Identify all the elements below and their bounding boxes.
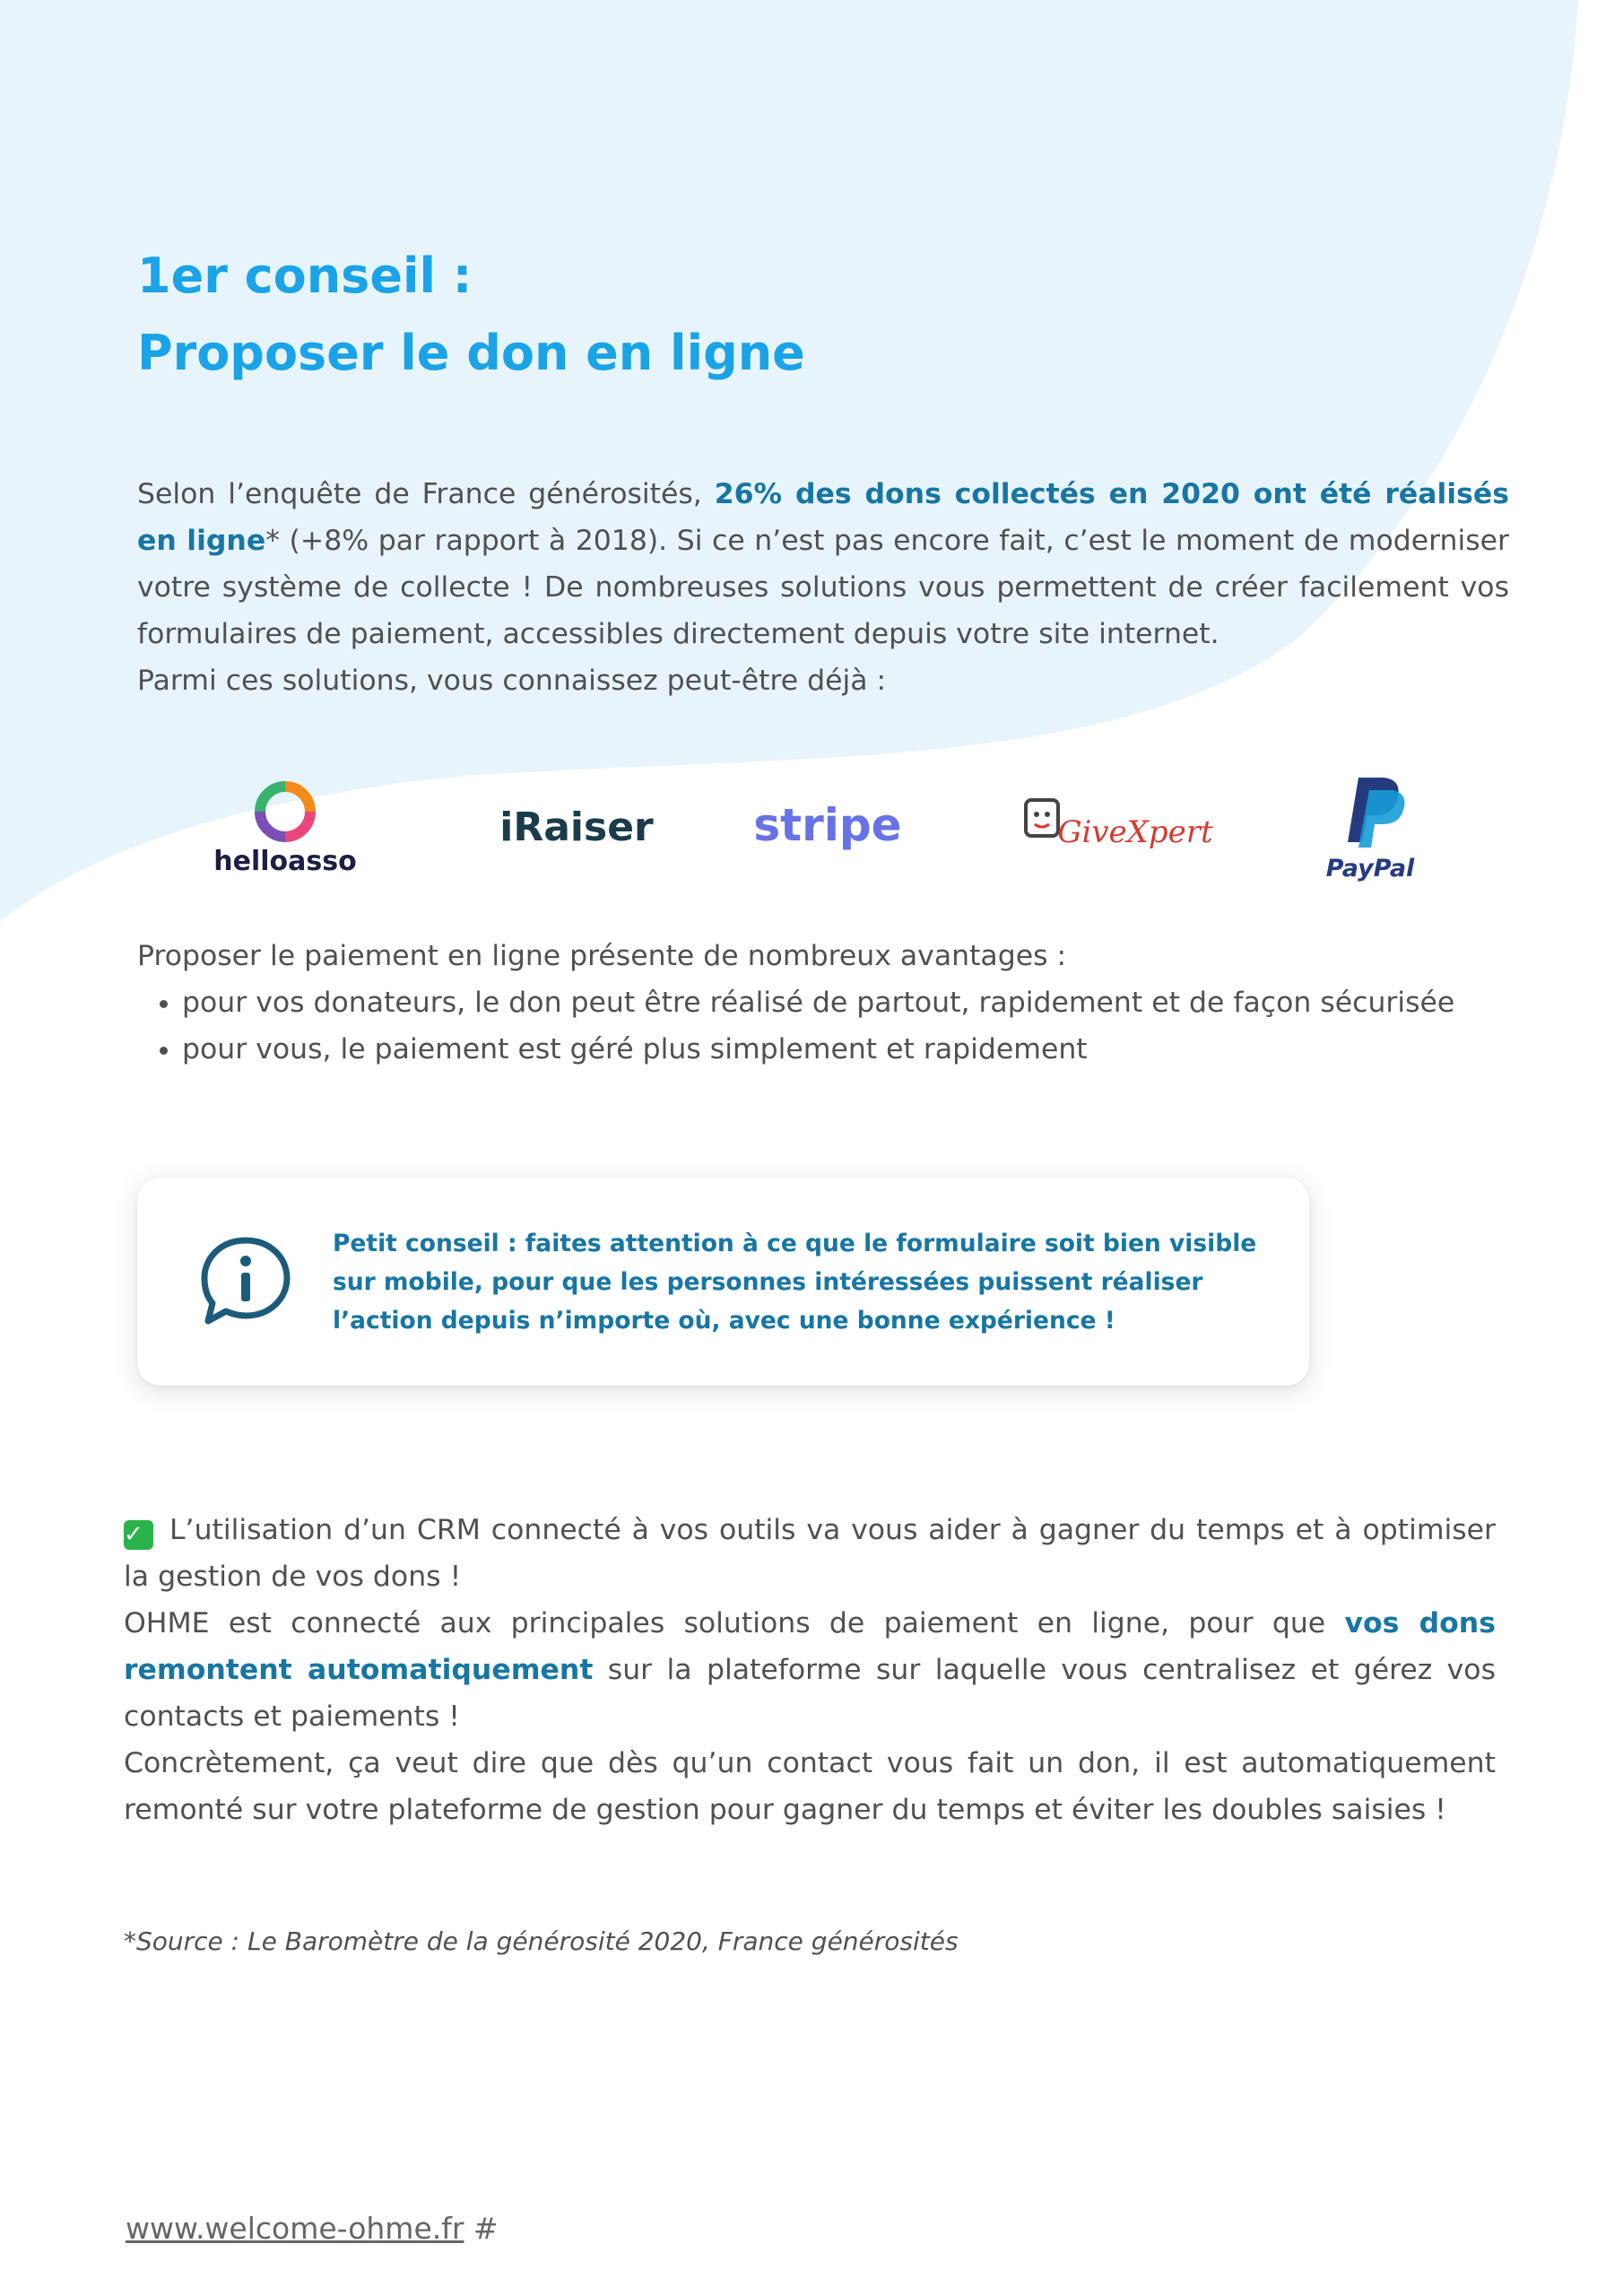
info-chat-icon [195, 1231, 296, 1332]
footer [126, 2208, 499, 2249]
check-mark-icon: ✓ [124, 1520, 153, 1550]
crm-paragraph-1 [124, 1507, 1496, 1600]
iraiser-logo [469, 767, 684, 883]
helloasso-logo [209, 767, 361, 883]
tip-text: Petit conseil : faites attention à ce que le formulaire soit bien visible sur mobile, pour que les personnes intéressées puissent réaliser l’action depuis n’importe où, avec une bonne expérience ! [333, 1230, 1257, 1335]
list-item: • pour vos donateurs, le don peut être réalisé de partout, rapidement et de façon sécurisée [182, 979, 1509, 1026]
footer-website-link[interactable]: www.welcome-ohme.fr [126, 2211, 464, 2246]
footer-hash: # [473, 2211, 499, 2246]
page-title [137, 238, 805, 392]
intro-text-before: Selon l’enquête de France générosités, [137, 478, 715, 510]
intro-highlight: 26% des dons collectés en 2020 ont été réalisés en ligne [137, 478, 1509, 557]
crm-section [124, 1507, 1496, 1833]
svg-text:PayPal: PayPal [1325, 855, 1415, 883]
svg-text:GiveXpert: GiveXpert [1057, 814, 1213, 850]
crm-paragraph-3: Concrètement, ça veut dire que dès qu’un contact vous fait un don, il est automatiquement remonté sur votre plateforme de gestion pour gagner du temps et éviter les doubles saisies ! [124, 1747, 1496, 1826]
crm-text-2-before: OHME est connecté aux principales solutions de paiement en ligne, pour que [124, 1607, 1345, 1639]
advantages-list [137, 979, 1509, 1073]
paypal-logo [1303, 767, 1437, 883]
list-item: • pour vous, le paiement est géré plus simplement et rapidement [182, 1026, 1509, 1073]
crm-text-2-after: sur la plateforme sur laquelle vous centralisez et gérez vos contacts et paiements ! [124, 1654, 1496, 1733]
source-note: *Source : Le Baromètre de la générosité 2020, France générosités [124, 1926, 959, 1956]
tip-card [137, 1178, 1309, 1386]
title-line-1: 1er conseil : [137, 248, 473, 304]
intro-solutions-line: Parmi ces solutions, vous connaissez peut-être déjà : [137, 665, 887, 697]
advantages-section [137, 933, 1509, 1073]
givexpert-logo [1020, 767, 1218, 883]
svg-text:iRaiser: iRaiser [499, 804, 654, 850]
crm-highlight: vos dons remontent automatiquement [124, 1607, 1496, 1686]
svg-text:stripe: stripe [753, 799, 902, 851]
crm-text-1: L’utilisation d’un CRM connecté à vos outils va vous aider à gagner du temps et à optimiser la gestion de vos dons ! [124, 1514, 1496, 1593]
intro-paragraph [137, 471, 1509, 657]
title-line-2: Proposer le don en ligne [137, 325, 805, 381]
intro-section [137, 471, 1509, 704]
advantages-intro: Proposer le paiement en ligne présente de nombreux avantages : [137, 940, 1067, 972]
crm-paragraph-2 [124, 1600, 1496, 1740]
intro-text-after: * (+8% par rapport à 2018). Si ce n’est pas encore fait, c’est le moment de moderniser votre système de collecte ! De nombreuses solutions vous permettent de créer facilement vos formulaires de paiement, accessibles directement depuis votre site internet. [137, 525, 1509, 650]
svg-text:helloasso: helloasso [213, 846, 357, 877]
stripe-logo [738, 767, 917, 883]
payment-logos [137, 767, 1509, 883]
